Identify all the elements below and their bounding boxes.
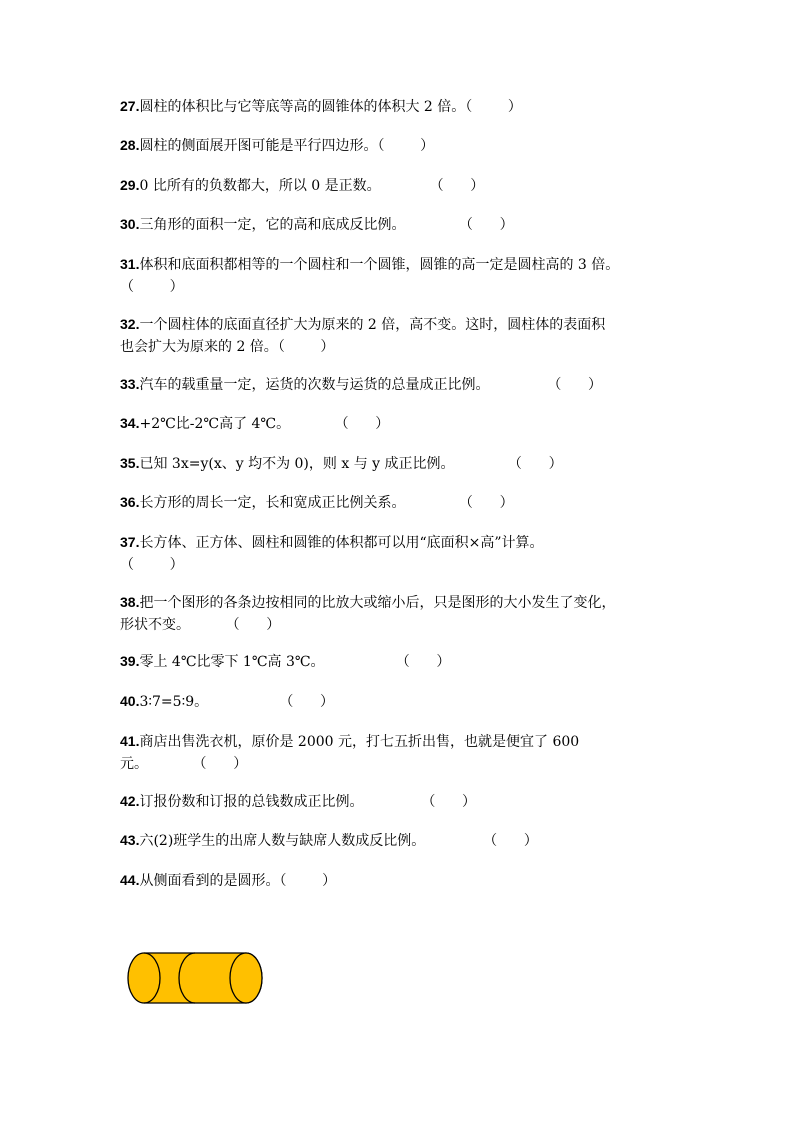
answer-blank[interactable]: （ ） (120, 279, 184, 295)
question-35 (120, 452, 695, 475)
question-number: 38. (120, 594, 140, 610)
question-text: 订报份数和订报的总钱数成正比例。 (139, 794, 364, 810)
question-44 (120, 869, 695, 892)
question-40 (120, 690, 695, 713)
question-number: 40. (120, 693, 140, 709)
question-text: 圆柱的体积比与它等底等高的圆锥体的体积大 2 倍。 (139, 99, 466, 115)
question-number: 29. (120, 177, 140, 193)
question-32 (120, 313, 695, 358)
question-text: 长方体、正方体、圆柱和圆锥的体积都可以用“底面积×高”计算。 (139, 535, 544, 551)
answer-blank[interactable]: （ ） (405, 217, 514, 233)
question-number: 39. (120, 653, 140, 669)
question-31 (120, 253, 695, 298)
question-number: 43. (120, 832, 140, 848)
question-number: 27. (120, 98, 140, 114)
question-36 (120, 491, 695, 514)
lying-cylinder-figure (120, 945, 270, 1011)
question-text: 六(2)班学生的出席人数与缺席人数成反比例。 (139, 833, 426, 849)
question-text-line2: 元。 (120, 756, 148, 772)
answer-blank[interactable]: （ ） (324, 654, 451, 670)
answer-blank[interactable]: （ ） (405, 495, 514, 511)
answer-blank[interactable]: （ ） (148, 756, 248, 772)
question-number: 33. (120, 376, 140, 392)
question-number: 35. (120, 455, 140, 471)
question-number: 36. (120, 494, 140, 510)
answer-blank[interactable]: （ ） (380, 178, 485, 194)
answer-blank[interactable]: （ ） (190, 617, 281, 633)
question-33 (120, 373, 695, 396)
question-text-line2: 也会扩大为原来的 2 倍。 (120, 339, 278, 355)
question-39 (120, 650, 695, 673)
question-28 (120, 134, 695, 157)
question-text: 商店出售洗衣机，原价是 2000 元，打七五折出售，也就是便宜了 600 (139, 734, 580, 750)
answer-blank[interactable]: （ ） (277, 339, 335, 355)
question-number: 44. (120, 872, 140, 888)
question-number: 42. (120, 793, 140, 809)
question-text: 3∶7=5∶9。 (139, 694, 209, 710)
answer-blank[interactable]: （ ） (279, 873, 337, 889)
question-text: 三角形的面积一定，它的高和底成反比例。 (139, 217, 406, 233)
question-text-line2: 形状不变。 (120, 617, 190, 633)
question-text: 汽车的载重量一定，运货的次数与运货的总量成正比例。 (139, 377, 490, 393)
cylinder-icon (128, 953, 262, 1003)
question-number: 30. (120, 216, 140, 232)
answer-blank[interactable]: （ ） (290, 416, 390, 432)
question-text: 已知 3x=y(x、y 均不为 0)，则 x 与 y 成正比例。 (139, 456, 455, 472)
question-text: 圆柱的侧面展开图可能是平行四边形。 (139, 138, 378, 154)
question-27 (120, 95, 695, 118)
question-number: 34. (120, 415, 140, 431)
answer-blank[interactable]: （ ） (120, 557, 184, 573)
question-text: 长方形的周长一定，长和宽成正比例关系。 (139, 495, 406, 511)
answer-blank[interactable]: （ ） (489, 377, 603, 393)
question-text: 从侧面看到的是圆形。 (139, 873, 280, 889)
cylinder-end-face (230, 953, 262, 1003)
answer-blank[interactable]: （ ） (363, 794, 477, 810)
question-29 (120, 174, 695, 197)
answer-blank[interactable]: （ ） (425, 833, 538, 849)
question-text: 零上 4℃比零下 1℃高 3℃。 (139, 654, 325, 670)
question-text: +2℃比-2℃高了 4℃。 (139, 416, 291, 432)
answer-blank[interactable]: （ ） (377, 138, 435, 154)
question-number: 28. (120, 137, 140, 153)
answer-blank[interactable]: （ ） (454, 456, 563, 472)
question-number: 32. (120, 316, 140, 332)
answer-blank[interactable]: （ ） (208, 694, 335, 710)
question-41 (120, 730, 695, 775)
question-34 (120, 412, 695, 435)
question-number: 41. (120, 733, 140, 749)
question-37 (120, 531, 695, 576)
question-text: 把一个图形的各条边按相同的比放大或缩小后，只是图形的大小发生了变化， (139, 595, 616, 611)
question-30 (120, 213, 695, 236)
question-42 (120, 790, 695, 813)
question-number: 37. (120, 534, 140, 550)
question-text: 0 比所有的负数都大，所以 0 是正数。 (139, 178, 381, 194)
question-number: 31. (120, 256, 140, 272)
question-text: 体积和底面积都相等的一个圆柱和一个圆锥，圆锥的高一定是圆柱高的 3 倍。 (139, 257, 620, 273)
question-38 (120, 591, 695, 636)
question-43 (120, 829, 695, 852)
answer-blank[interactable]: （ ） (465, 99, 522, 115)
question-text: 一个圆柱体的底面直径扩大为原来的 2 倍，高不变。这时，圆柱体的表面积 (139, 317, 606, 333)
